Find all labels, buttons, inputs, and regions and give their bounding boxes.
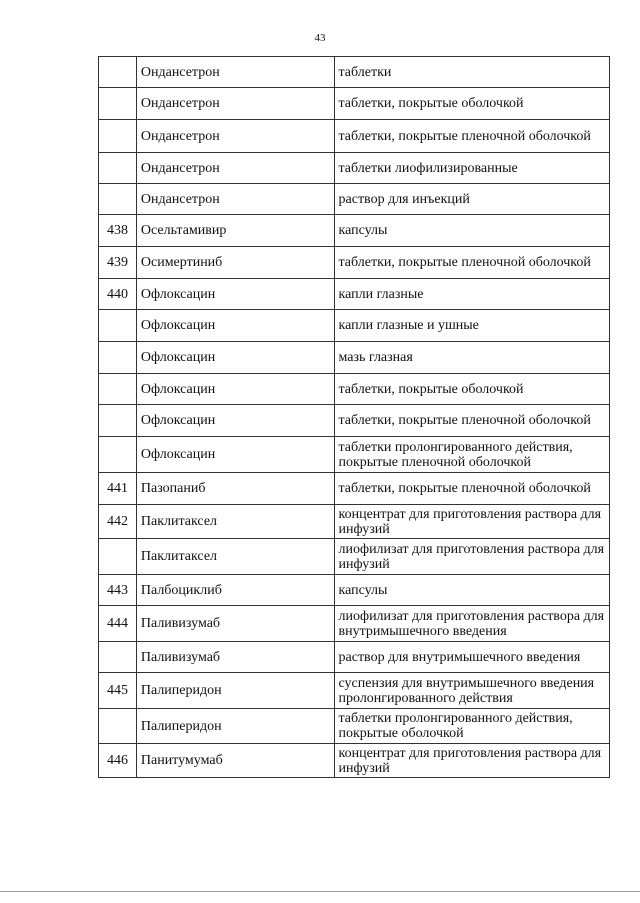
row-number-cell (99, 120, 137, 153)
dosage-form-cell: лиофилизат для приготовления раствора для внутримышечного введения (334, 606, 609, 642)
dosage-form-cell: раствор для внутримышечного введения (334, 642, 609, 673)
table-row (99, 673, 610, 709)
dosage-form-cell: таблетки, покрытые оболочкой (334, 374, 609, 405)
table-row (99, 88, 610, 120)
dosage-form-cell: концентрат для приготовления раствора для инфузий (334, 505, 609, 539)
row-number-cell: 443 (99, 575, 137, 606)
dosage-form-cell: таблетки (334, 57, 609, 88)
dosage-form-cell: таблетки пролонгированного действия, покрытые оболочкой (334, 709, 609, 744)
table-row (99, 215, 610, 247)
row-number-cell (99, 184, 137, 215)
row-number-cell (99, 153, 137, 184)
table-row (99, 374, 610, 405)
dosage-form-cell: капли глазные и ушные (334, 310, 609, 342)
dosage-form-cell: таблетки пролонгированного действия, покрытые пленочной оболочкой (334, 437, 609, 473)
page-bottom-rule (0, 891, 640, 892)
dosage-form-cell: лиофилизат для приготовления раствора для инфузий (334, 539, 609, 575)
drug-name-cell: Ондансетрон (136, 184, 334, 215)
row-number-cell: 440 (99, 279, 137, 310)
row-number-cell (99, 57, 137, 88)
drug-table (98, 56, 610, 778)
table-row (99, 279, 610, 310)
drug-name-cell: Паливизумаб (136, 642, 334, 673)
table-row (99, 405, 610, 437)
drug-name-cell: Офлоксацин (136, 437, 334, 473)
row-number-cell: 442 (99, 505, 137, 539)
drug-name-cell: Офлоксацин (136, 374, 334, 405)
drug-name-cell: Паклитаксел (136, 505, 334, 539)
table-row (99, 709, 610, 744)
table-row (99, 310, 610, 342)
dosage-form-cell: таблетки лиофилизированные (334, 153, 609, 184)
drug-table-body (99, 57, 610, 778)
drug-name-cell: Палбоциклиб (136, 575, 334, 606)
dosage-form-cell: таблетки, покрытые пленочной оболочкой (334, 473, 609, 505)
drug-name-cell: Ондансетрон (136, 120, 334, 153)
dosage-form-cell: раствор для инъекций (334, 184, 609, 215)
table-row (99, 539, 610, 575)
table-row (99, 642, 610, 673)
dosage-form-cell: капсулы (334, 575, 609, 606)
dosage-form-cell: капли глазные (334, 279, 609, 310)
drug-name-cell: Ондансетрон (136, 88, 334, 120)
row-number-cell (99, 709, 137, 744)
dosage-form-cell: таблетки, покрытые пленочной оболочкой (334, 405, 609, 437)
table-row (99, 437, 610, 473)
table-row (99, 184, 610, 215)
table-row (99, 575, 610, 606)
drug-name-cell: Ондансетрон (136, 153, 334, 184)
table-row (99, 342, 610, 374)
dosage-form-cell: концентрат для приготовления раствора для инфузий (334, 744, 609, 778)
dosage-form-cell: капсулы (334, 215, 609, 247)
drug-name-cell: Паливизумаб (136, 606, 334, 642)
drug-name-cell: Палиперидон (136, 709, 334, 744)
row-number-cell (99, 437, 137, 473)
page-number: 43 (314, 32, 326, 44)
dosage-form-cell: таблетки, покрытые пленочной оболочкой (334, 247, 609, 279)
row-number-cell (99, 374, 137, 405)
table-row (99, 153, 610, 184)
table-row (99, 606, 610, 642)
row-number-cell (99, 342, 137, 374)
row-number-cell (99, 539, 137, 575)
drug-name-cell: Ондансетрон (136, 57, 334, 88)
drug-name-cell: Паклитаксел (136, 539, 334, 575)
row-number-cell (99, 310, 137, 342)
table-row (99, 744, 610, 778)
row-number-cell: 439 (99, 247, 137, 279)
drug-name-cell: Осельтамивир (136, 215, 334, 247)
drug-name-cell: Офлоксацин (136, 310, 334, 342)
drug-name-cell: Офлоксацин (136, 279, 334, 310)
row-number-cell: 445 (99, 673, 137, 709)
row-number-cell (99, 88, 137, 120)
row-number-cell (99, 405, 137, 437)
table-row (99, 120, 610, 153)
row-number-cell: 444 (99, 606, 137, 642)
row-number-cell: 446 (99, 744, 137, 778)
drug-name-cell: Офлоксацин (136, 342, 334, 374)
row-number-cell: 438 (99, 215, 137, 247)
drug-name-cell: Палиперидон (136, 673, 334, 709)
dosage-form-cell: мазь глазная (334, 342, 609, 374)
table-row (99, 473, 610, 505)
drug-name-cell: Осимертиниб (136, 247, 334, 279)
row-number-cell (99, 642, 137, 673)
drug-name-cell: Панитумумаб (136, 744, 334, 778)
drug-name-cell: Пазопаниб (136, 473, 334, 505)
table-row (99, 247, 610, 279)
dosage-form-cell: суспензия для внутримышечного введения пролонгированного действия (334, 673, 609, 709)
table-row (99, 505, 610, 539)
row-number-cell: 441 (99, 473, 137, 505)
table-row (99, 57, 610, 88)
dosage-form-cell: таблетки, покрытые оболочкой (334, 88, 609, 120)
drug-name-cell: Офлоксацин (136, 405, 334, 437)
dosage-form-cell: таблетки, покрытые пленочной оболочкой (334, 120, 609, 153)
